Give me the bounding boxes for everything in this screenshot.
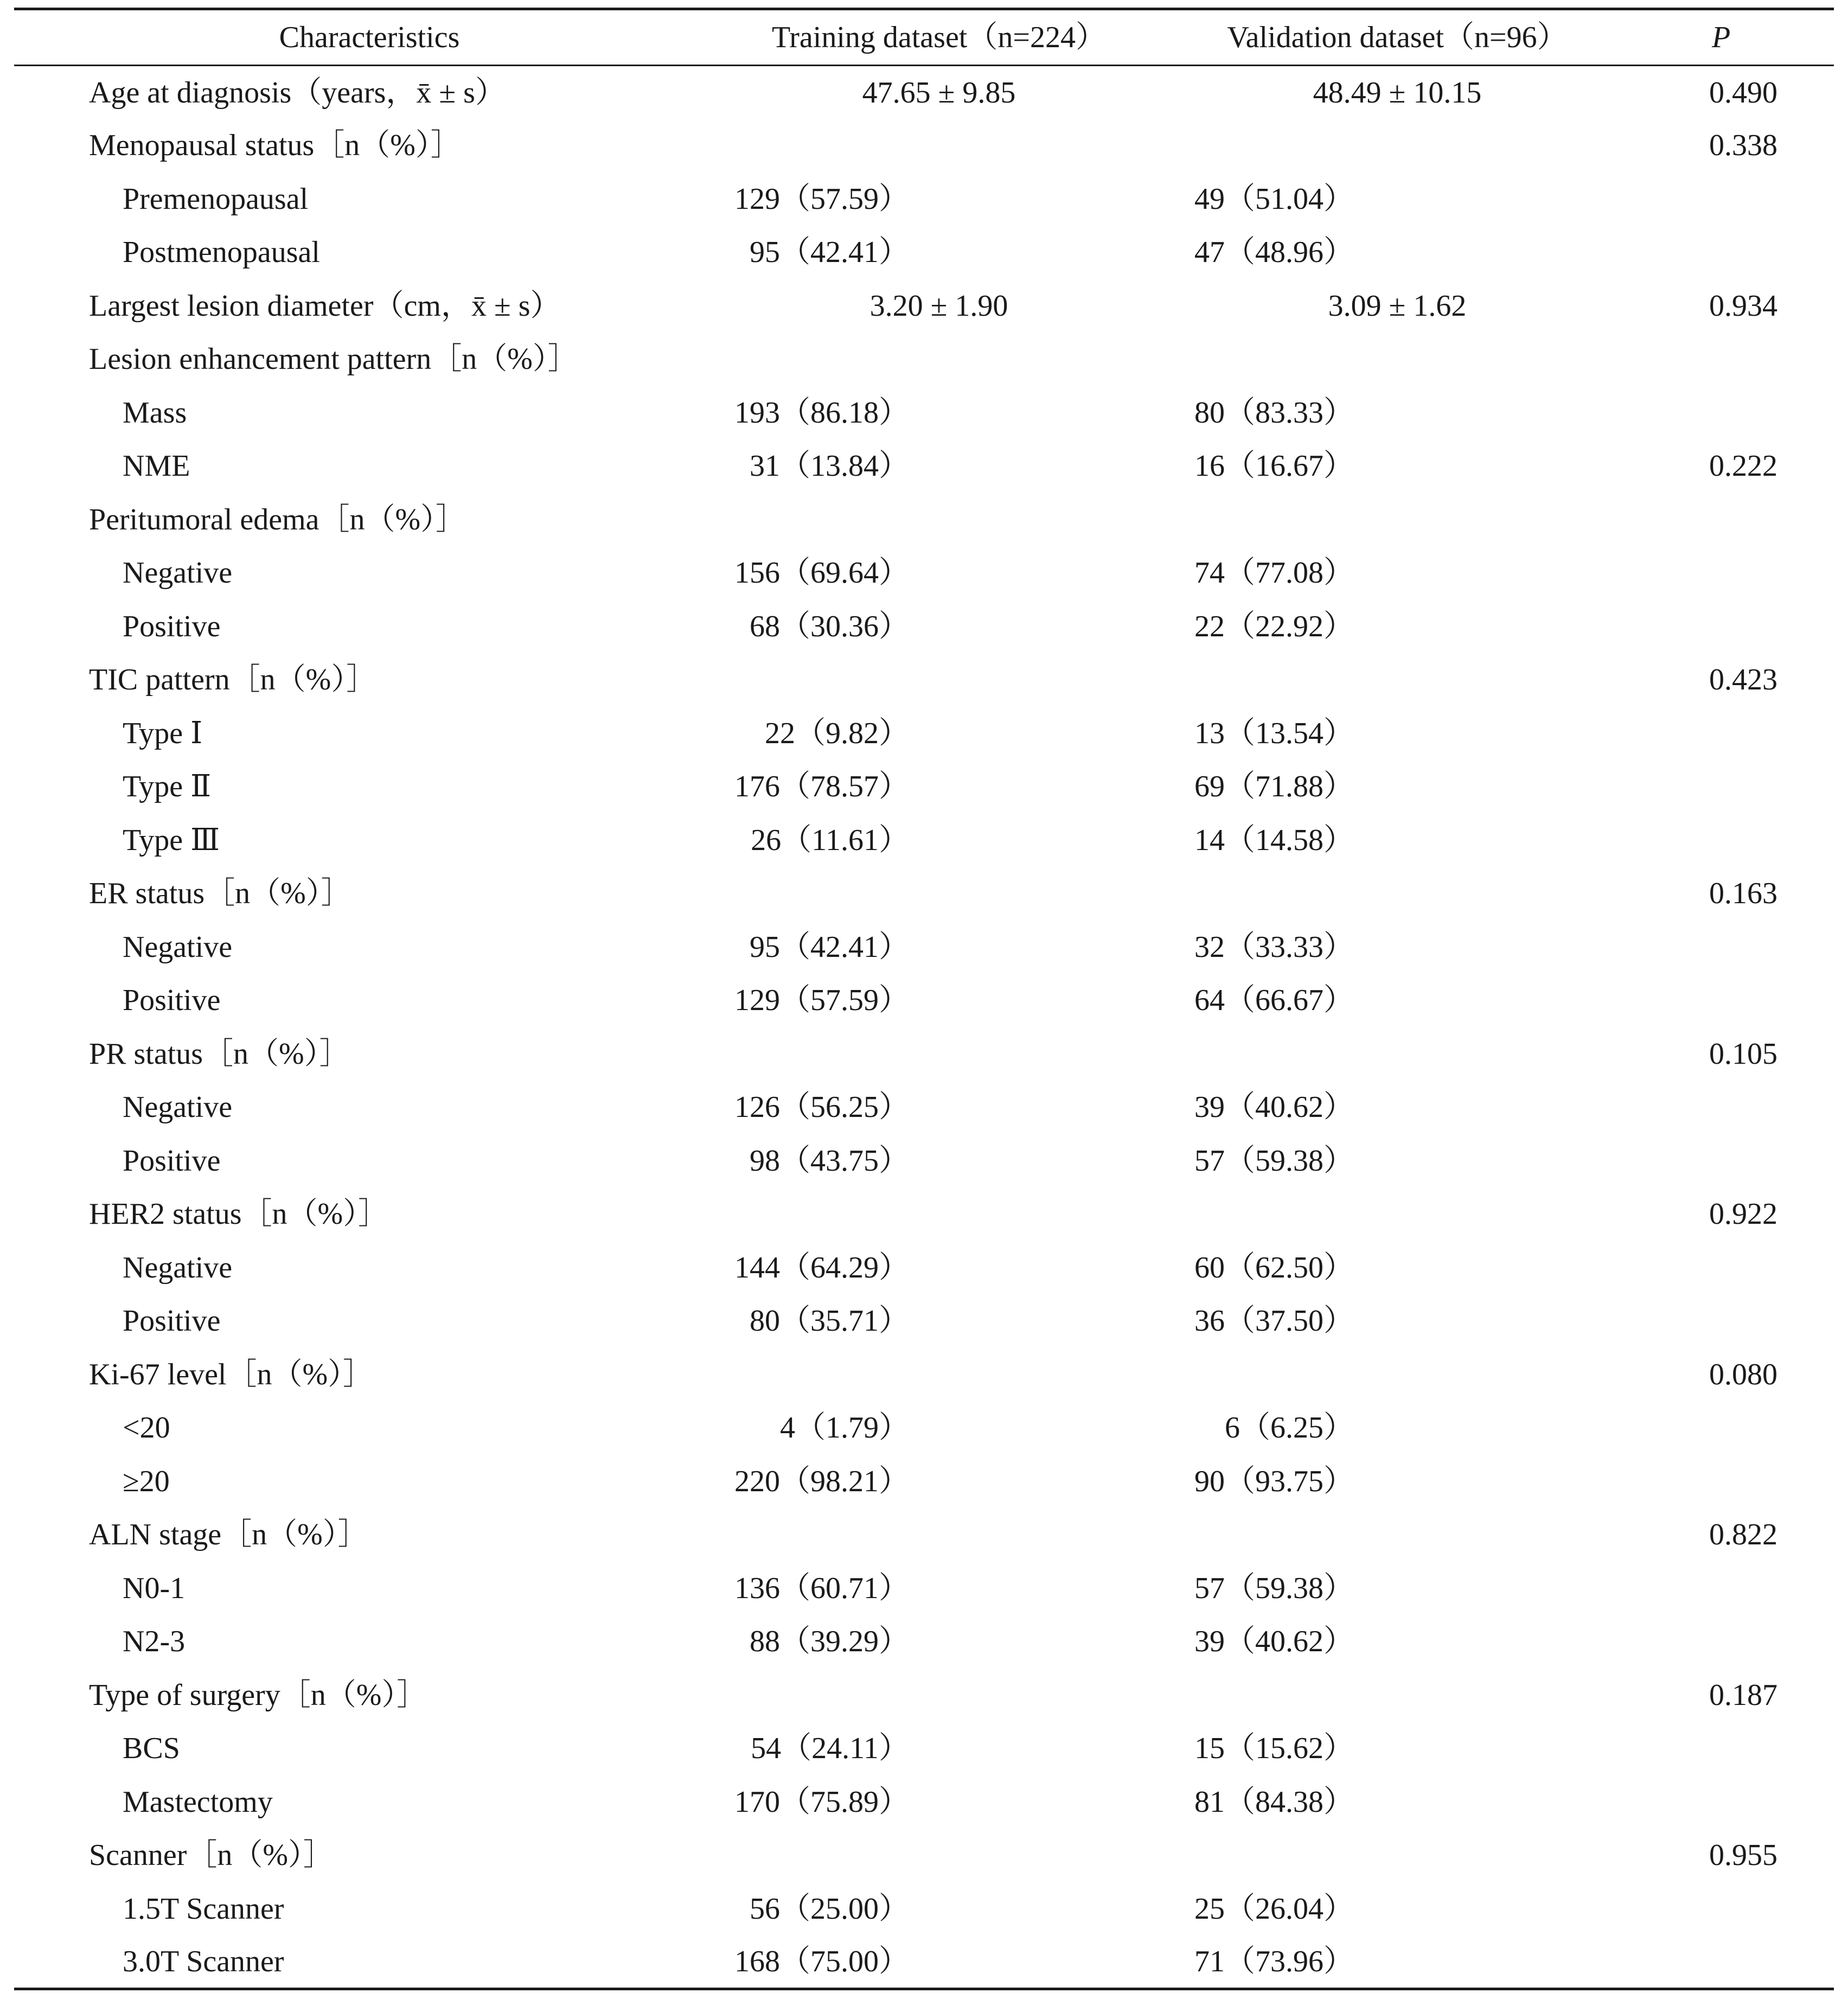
row-subcategory-label: N2-3 [123, 1625, 186, 1659]
row-subcategory-label: BCS [123, 1732, 180, 1766]
table-body [14, 66, 1834, 1989]
cell-validation: 47（48.96） [1194, 235, 1354, 270]
row-subcategory-label: NME [123, 449, 190, 483]
cell-training [725, 653, 1159, 707]
cell-p-value [1674, 1775, 1834, 1829]
table-row [14, 66, 1834, 119]
cell-training: 54（24.11） [751, 1732, 909, 1766]
cell-p-value [1674, 1562, 1834, 1615]
cell-validation [1159, 1027, 1674, 1081]
cell-training: 95（42.41） [750, 235, 909, 270]
cell-training: 98（43.75） [750, 1144, 909, 1178]
table-row [14, 814, 1834, 867]
cell-p-value [1674, 493, 1834, 547]
cell-p-value [1674, 1134, 1834, 1188]
row-subcategory-label: Postmenopausal [123, 235, 320, 270]
cell-p-value [1674, 226, 1834, 279]
cell-p-value [1674, 1722, 1834, 1775]
cell-p-value: 0.490 [1709, 75, 1777, 110]
row-subcategory-label: Type Ⅱ [123, 770, 212, 804]
cell-p-value [1674, 974, 1834, 1027]
cell-training: 136（60.71） [734, 1571, 909, 1605]
cell-validation: 14（14.58） [1194, 823, 1354, 857]
cell-validation: 81（84.38） [1194, 1785, 1354, 1819]
row-subcategory-label: Negative [123, 930, 233, 964]
row-subcategory-label: Negative [123, 1250, 233, 1285]
row-subcategory-label: Mastectomy [123, 1785, 273, 1819]
table-row [14, 653, 1834, 707]
cell-p-value: 0.222 [1709, 449, 1777, 483]
cell-validation [1159, 1829, 1674, 1882]
row-category-label: Menopausal status［n（%）］ [89, 129, 461, 163]
cell-training: 22（9.82） [765, 716, 909, 750]
row-subcategory-label: 1.5T Scanner [123, 1892, 284, 1926]
cell-training [725, 119, 1159, 173]
table-row [14, 439, 1834, 493]
cell-training [725, 867, 1159, 921]
cell-p-value [1674, 600, 1834, 654]
table-row [14, 119, 1834, 173]
header-training: Training dataset（n=224） [725, 9, 1159, 66]
table-header [14, 9, 1834, 66]
table-row [14, 921, 1834, 974]
header-characteristics: Characteristics [14, 9, 725, 66]
cell-validation: 6（6.25） [1225, 1411, 1354, 1445]
cell-validation: 36（37.50） [1194, 1304, 1354, 1338]
table-row [14, 600, 1834, 654]
table-row [14, 493, 1834, 547]
cell-training [725, 1187, 1159, 1241]
cell-training: 168（75.00） [725, 1936, 1159, 1989]
cell-validation [1159, 867, 1674, 921]
table-row [14, 1187, 1834, 1241]
cell-training: 129（57.59） [734, 182, 909, 216]
cell-p-value [1674, 386, 1834, 440]
cell-p-value: 0.163 [1709, 877, 1777, 911]
row-category-label: Ki-67 level［n（%）］ [89, 1357, 374, 1391]
row-category-label: ALN stage［n（%）］ [89, 1518, 368, 1552]
characteristics-table [14, 8, 1834, 1990]
cell-validation: 74（77.08） [1194, 556, 1354, 590]
table-row [14, 974, 1834, 1027]
row-category-label: PR status［n（%）］ [89, 1037, 350, 1071]
row-category-label: ER status［n（%）］ [89, 877, 351, 911]
cell-training: 129（57.59） [734, 983, 909, 1018]
cell-p-value: 0.922 [1709, 1197, 1777, 1231]
cell-validation: 15（15.62） [1194, 1732, 1354, 1766]
cell-p-value [1674, 707, 1834, 761]
header-validation: Validation dataset（n=96） [1159, 9, 1674, 66]
cell-validation [1159, 333, 1674, 386]
row-subcategory-label: 3.0T Scanner [14, 1936, 725, 1989]
header-p-value: P [1674, 9, 1834, 66]
cell-validation: 57（59.38） [1194, 1571, 1354, 1605]
cell-p-value: 0.105 [1709, 1037, 1777, 1071]
table-row [14, 1615, 1834, 1669]
cell-validation [1159, 1508, 1674, 1562]
table-row [14, 1722, 1834, 1775]
table-row [14, 1348, 1834, 1402]
table-row [14, 1882, 1834, 1936]
table-row [14, 1829, 1834, 1882]
table-row [14, 279, 1834, 333]
cell-validation [1159, 1669, 1674, 1722]
cell-p-value [1674, 546, 1834, 600]
cell-training: 47.65 ± 9.85 [862, 75, 1016, 110]
cell-training [725, 493, 1159, 547]
row-subcategory-label: Positive [123, 983, 221, 1018]
cell-training [725, 1348, 1159, 1402]
table-row [14, 707, 1834, 761]
cell-validation: 48.49 ± 10.15 [1313, 75, 1482, 110]
cell-p-value: 0.934 [1709, 289, 1777, 323]
cell-p-value [1674, 1455, 1834, 1509]
table-row [14, 1775, 1834, 1829]
table-row [14, 1669, 1834, 1722]
cell-training: 31（13.84） [750, 449, 909, 483]
row-subcategory-label: Mass [123, 395, 187, 430]
cell-training [725, 1669, 1159, 1722]
cell-p-value: 0.187 [1709, 1678, 1777, 1712]
cell-validation: 57（59.38） [1194, 1144, 1354, 1178]
table-row [14, 173, 1834, 226]
cell-validation: 69（71.88） [1194, 770, 1354, 804]
row-category-label: HER2 status［n（%）］ [89, 1197, 389, 1231]
cell-p-value [1674, 1294, 1834, 1348]
row-subcategory-label: Positive [123, 609, 221, 643]
cell-p-value [1674, 333, 1834, 386]
cell-training: 193（86.18） [734, 395, 909, 430]
row-subcategory-label: Type Ⅲ [123, 823, 220, 857]
row-subcategory-label: Premenopausal [123, 182, 309, 216]
cell-training: 56（25.00） [750, 1892, 909, 1926]
cell-training [725, 1508, 1159, 1562]
cell-validation: 22（22.92） [1194, 609, 1354, 643]
cell-p-value [1674, 760, 1834, 814]
cell-validation: 39（40.62） [1194, 1625, 1354, 1659]
cell-training: 95（42.41） [750, 930, 909, 964]
table-row [14, 1508, 1834, 1562]
cell-p-value: 0.955 [1709, 1838, 1777, 1873]
cell-validation: 39（40.62） [1194, 1090, 1354, 1125]
table-row [14, 1562, 1834, 1615]
row-category-label: Lesion enhancement pattern［n（%）］ [89, 342, 578, 376]
table-row [14, 1401, 1834, 1455]
cell-training [725, 1027, 1159, 1081]
table-row [14, 1936, 1834, 1989]
cell-training [725, 1829, 1159, 1882]
cell-validation [1159, 119, 1674, 173]
cell-training: 4（1.79） [780, 1411, 909, 1445]
cell-p-value [1674, 1936, 1834, 1989]
table-row [14, 1134, 1834, 1188]
row-category-label: Age at diagnosis（years，x̄ ± s） [89, 75, 506, 110]
row-subcategory-label: Negative [123, 1090, 233, 1125]
table-row [14, 1294, 1834, 1348]
cell-validation [1159, 1348, 1674, 1402]
table-row [14, 226, 1834, 279]
row-subcategory-label: Positive [123, 1304, 221, 1338]
cell-training: 176（78.57） [734, 770, 909, 804]
cell-p-value [1674, 1615, 1834, 1669]
cell-p-value [1674, 1401, 1834, 1455]
cell-validation [1159, 653, 1674, 707]
cell-validation: 49（51.04） [1194, 182, 1354, 216]
row-category-label: Largest lesion diameter（cm，x̄ ± s） [89, 289, 561, 323]
table-row [14, 867, 1834, 921]
row-subcategory-label: Negative [123, 556, 233, 590]
cell-training: 156（69.64） [734, 556, 909, 590]
cell-training: 88（39.29） [750, 1625, 909, 1659]
cell-validation: 64（66.67） [1194, 983, 1354, 1018]
cell-validation: 60（62.50） [1194, 1250, 1354, 1285]
cell-p-value [1674, 1081, 1834, 1134]
cell-p-value [1674, 1882, 1834, 1936]
cell-training: 3.20 ± 1.90 [869, 289, 1008, 323]
cell-p-value [1674, 1241, 1834, 1295]
cell-validation: 71（73.96） [1159, 1936, 1674, 1989]
row-subcategory-label: N0-1 [123, 1571, 186, 1605]
table-row [14, 386, 1834, 440]
cell-p-value [1674, 921, 1834, 974]
cell-training: 26（11.61） [751, 823, 909, 857]
row-subcategory-label: Type Ⅰ [123, 716, 203, 750]
table-row [14, 1081, 1834, 1134]
cell-training: 126（56.25） [734, 1090, 909, 1125]
cell-p-value: 0.080 [1709, 1357, 1777, 1391]
cell-training: 144（64.29） [734, 1250, 909, 1285]
cell-validation: 16（16.67） [1194, 449, 1354, 483]
cell-p-value: 0.822 [1709, 1518, 1777, 1552]
cell-validation: 80（83.33） [1194, 395, 1354, 430]
cell-p-value [1674, 814, 1834, 867]
cell-training: 80（35.71） [750, 1304, 909, 1338]
row-category-label: Type of surgery［n（%）］ [89, 1678, 427, 1712]
header-row [14, 9, 1834, 66]
row-category-label: Scanner［n（%）］ [89, 1838, 334, 1873]
cell-validation [1159, 1187, 1674, 1241]
table-row [14, 760, 1834, 814]
row-subcategory-label: ≥20 [123, 1464, 170, 1498]
cell-p-value: 0.338 [1709, 129, 1777, 163]
table-row [14, 1027, 1834, 1081]
cell-training: 170（75.89） [734, 1785, 909, 1819]
cell-validation: 3.09 ± 1.62 [1328, 289, 1467, 323]
cell-validation: 32（33.33） [1194, 930, 1354, 964]
cell-validation: 25（26.04） [1194, 1892, 1354, 1926]
table-row [14, 1455, 1834, 1509]
cell-p-value [1674, 173, 1834, 226]
row-subcategory-label: <20 [123, 1411, 170, 1445]
cell-training: 68（30.36） [750, 609, 909, 643]
cell-validation: 90（93.75） [1194, 1464, 1354, 1498]
cell-validation: 13（13.54） [1194, 716, 1354, 750]
cell-p-value: 0.423 [1709, 663, 1777, 697]
cell-training [725, 333, 1159, 386]
row-category-label: TIC pattern［n（%）］ [89, 663, 377, 697]
cell-training: 220（98.21） [734, 1464, 909, 1498]
row-subcategory-label: Positive [123, 1144, 221, 1178]
table-row [14, 333, 1834, 386]
table-row [14, 1241, 1834, 1295]
table-row [14, 546, 1834, 600]
cell-validation [1159, 493, 1674, 547]
row-category-label: Peritumoral edema［n（%）］ [89, 502, 466, 536]
